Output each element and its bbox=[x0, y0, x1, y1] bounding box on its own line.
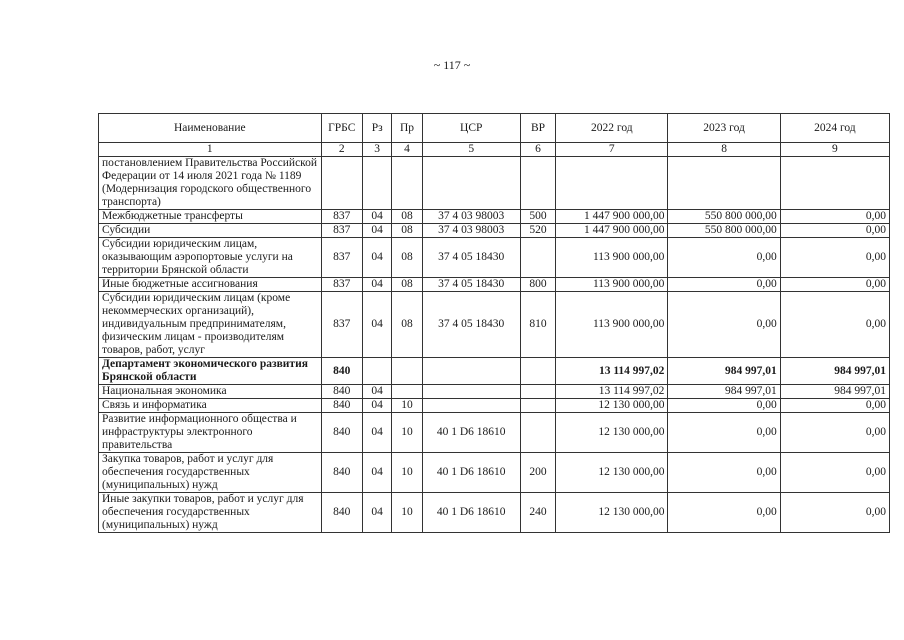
cell-2022: 12 130 000,00 bbox=[556, 413, 668, 453]
cell-pr: 10 bbox=[392, 493, 422, 533]
cell-2024: 984 997,01 bbox=[780, 385, 889, 399]
cell-2023: 0,00 bbox=[668, 292, 780, 358]
cell-2024: 0,00 bbox=[780, 292, 889, 358]
cell-pr: 08 bbox=[392, 224, 422, 238]
cell-rz: 04 bbox=[363, 385, 392, 399]
table-row bbox=[99, 358, 890, 385]
col-header-name: Наименование bbox=[99, 114, 322, 143]
cell-name: Иные бюджетные ассигнования bbox=[99, 278, 322, 292]
col-header-2023: 2023 год bbox=[668, 114, 780, 143]
cell-vr bbox=[520, 358, 555, 385]
cell-name: постановлением Правительства Российской Федерации от 14 июля 2021 года № 1189 (Модернизация городского общественного транспорта) bbox=[99, 157, 322, 210]
table-row bbox=[99, 210, 890, 224]
table-row bbox=[99, 385, 890, 399]
table-row bbox=[99, 493, 890, 533]
cell-2024 bbox=[780, 157, 889, 210]
col-number: 6 bbox=[520, 143, 555, 157]
cell-name: Межбюджетные трансферты bbox=[99, 210, 322, 224]
cell-2024: 0,00 bbox=[780, 493, 889, 533]
cell-csr bbox=[422, 157, 520, 210]
cell-2023: 0,00 bbox=[668, 413, 780, 453]
header-row bbox=[99, 114, 890, 143]
cell-2024: 0,00 bbox=[780, 413, 889, 453]
cell-grbs: 840 bbox=[321, 385, 362, 399]
cell-grbs: 840 bbox=[321, 413, 362, 453]
cell-name: Субсидии юридическим лицам (кроме некоммерческих организаций), индивидуальным предпринимателям, физическим лицам - производителям товаров, работ, услуг bbox=[99, 292, 322, 358]
cell-grbs: 840 bbox=[321, 493, 362, 533]
cell-vr: 200 bbox=[520, 453, 555, 493]
col-header-rz: Рз bbox=[363, 114, 392, 143]
cell-grbs bbox=[321, 157, 362, 210]
cell-2022: 1 447 900 000,00 bbox=[556, 224, 668, 238]
cell-vr bbox=[520, 413, 555, 453]
cell-csr: 37 4 03 98003 bbox=[422, 224, 520, 238]
cell-rz: 04 bbox=[363, 292, 392, 358]
col-number: 8 bbox=[668, 143, 780, 157]
cell-vr bbox=[520, 385, 555, 399]
cell-pr: 08 bbox=[392, 278, 422, 292]
cell-2023: 984 997,01 bbox=[668, 385, 780, 399]
cell-csr: 37 4 05 18430 bbox=[422, 292, 520, 358]
cell-pr: 08 bbox=[392, 292, 422, 358]
cell-2022 bbox=[556, 157, 668, 210]
cell-2023: 984 997,01 bbox=[668, 358, 780, 385]
cell-2024: 984 997,01 bbox=[780, 358, 889, 385]
col-number: 4 bbox=[392, 143, 422, 157]
cell-grbs: 840 bbox=[321, 399, 362, 413]
col-header-2022: 2022 год bbox=[556, 114, 668, 143]
cell-pr: 08 bbox=[392, 210, 422, 224]
cell-2022: 113 900 000,00 bbox=[556, 292, 668, 358]
cell-name: Связь и информатика bbox=[99, 399, 322, 413]
cell-grbs: 837 bbox=[321, 292, 362, 358]
cell-csr: 37 4 03 98003 bbox=[422, 210, 520, 224]
cell-2023: 0,00 bbox=[668, 399, 780, 413]
cell-rz: 04 bbox=[363, 210, 392, 224]
cell-grbs: 837 bbox=[321, 210, 362, 224]
col-header-csr: ЦСР bbox=[422, 114, 520, 143]
cell-csr bbox=[422, 385, 520, 399]
table-row bbox=[99, 238, 890, 278]
table-row bbox=[99, 453, 890, 493]
cell-2022: 13 114 997,02 bbox=[556, 385, 668, 399]
cell-pr: 10 bbox=[392, 399, 422, 413]
table-row bbox=[99, 157, 890, 210]
cell-vr: 240 bbox=[520, 493, 555, 533]
cell-2023: 0,00 bbox=[668, 453, 780, 493]
cell-2023: 0,00 bbox=[668, 493, 780, 533]
col-header-grbs: ГРБС bbox=[321, 114, 362, 143]
cell-vr bbox=[520, 157, 555, 210]
cell-2022: 13 114 997,02 bbox=[556, 358, 668, 385]
cell-csr: 40 1 D6 18610 bbox=[422, 493, 520, 533]
cell-2023 bbox=[668, 157, 780, 210]
cell-2022: 12 130 000,00 bbox=[556, 493, 668, 533]
cell-rz: 04 bbox=[363, 399, 392, 413]
cell-rz: 04 bbox=[363, 413, 392, 453]
cell-name: Субсидии bbox=[99, 224, 322, 238]
cell-name: Департамент экономического развития Брянской области bbox=[99, 358, 322, 385]
col-number: 1 bbox=[99, 143, 322, 157]
cell-name: Развитие информационного общества и инфраструктуры электронного правительства bbox=[99, 413, 322, 453]
cell-csr: 40 1 D6 18610 bbox=[422, 413, 520, 453]
table-row bbox=[99, 413, 890, 453]
cell-rz: 04 bbox=[363, 278, 392, 292]
col-number: 9 bbox=[780, 143, 889, 157]
cell-pr bbox=[392, 358, 422, 385]
cell-rz: 04 bbox=[363, 453, 392, 493]
cell-2023: 550 800 000,00 bbox=[668, 210, 780, 224]
col-header-vr: ВР bbox=[520, 114, 555, 143]
cell-grbs: 837 bbox=[321, 278, 362, 292]
cell-pr: 10 bbox=[392, 453, 422, 493]
cell-2024: 0,00 bbox=[780, 453, 889, 493]
cell-rz: 04 bbox=[363, 224, 392, 238]
col-header-2024: 2024 год bbox=[780, 114, 889, 143]
cell-vr bbox=[520, 238, 555, 278]
cell-grbs: 837 bbox=[321, 224, 362, 238]
cell-2024: 0,00 bbox=[780, 238, 889, 278]
cell-csr bbox=[422, 358, 520, 385]
cell-pr bbox=[392, 157, 422, 210]
table-row bbox=[99, 278, 890, 292]
cell-vr: 800 bbox=[520, 278, 555, 292]
cell-2024: 0,00 bbox=[780, 224, 889, 238]
cell-rz bbox=[363, 157, 392, 210]
table-row bbox=[99, 292, 890, 358]
cell-csr: 37 4 05 18430 bbox=[422, 238, 520, 278]
cell-2024: 0,00 bbox=[780, 399, 889, 413]
cell-2024: 0,00 bbox=[780, 210, 889, 224]
cell-csr: 40 1 D6 18610 bbox=[422, 453, 520, 493]
page-number: ~ 117 ~ bbox=[433, 58, 471, 72]
col-number: 7 bbox=[556, 143, 668, 157]
cell-2024: 0,00 bbox=[780, 278, 889, 292]
cell-vr: 520 bbox=[520, 224, 555, 238]
cell-2022: 1 447 900 000,00 bbox=[556, 210, 668, 224]
table-body bbox=[99, 157, 890, 533]
cell-grbs: 840 bbox=[321, 453, 362, 493]
cell-2022: 113 900 000,00 bbox=[556, 238, 668, 278]
cell-2022: 113 900 000,00 bbox=[556, 278, 668, 292]
cell-2022: 12 130 000,00 bbox=[556, 399, 668, 413]
cell-vr bbox=[520, 399, 555, 413]
col-number: 5 bbox=[422, 143, 520, 157]
cell-pr: 10 bbox=[392, 413, 422, 453]
cell-vr: 500 bbox=[520, 210, 555, 224]
cell-name: Национальная экономика bbox=[99, 385, 322, 399]
cell-name: Субсидии юридическим лицам, оказывающим аэропортовые услуги на территории Брянской области bbox=[99, 238, 322, 278]
cell-csr: 37 4 05 18430 bbox=[422, 278, 520, 292]
col-number: 3 bbox=[363, 143, 392, 157]
cell-rz: 04 bbox=[363, 238, 392, 278]
cell-2022: 12 130 000,00 bbox=[556, 453, 668, 493]
budget-table bbox=[98, 113, 890, 533]
cell-name: Закупка товаров, работ и услуг для обеспечения государственных (муниципальных) нужд bbox=[99, 453, 322, 493]
col-header-pr: Пр bbox=[392, 114, 422, 143]
cell-rz: 04 bbox=[363, 493, 392, 533]
table-row bbox=[99, 399, 890, 413]
cell-2023: 550 800 000,00 bbox=[668, 224, 780, 238]
column-number-row bbox=[99, 143, 890, 157]
cell-name: Иные закупки товаров, работ и услуг для обеспечения государственных (муниципальных) нужд bbox=[99, 493, 322, 533]
cell-pr: 08 bbox=[392, 238, 422, 278]
cell-rz bbox=[363, 358, 392, 385]
cell-2023: 0,00 bbox=[668, 278, 780, 292]
cell-grbs: 837 bbox=[321, 238, 362, 278]
col-number: 2 bbox=[321, 143, 362, 157]
cell-2023: 0,00 bbox=[668, 238, 780, 278]
cell-grbs: 840 bbox=[321, 358, 362, 385]
table-row bbox=[99, 224, 890, 238]
cell-vr: 810 bbox=[520, 292, 555, 358]
cell-csr bbox=[422, 399, 520, 413]
cell-pr bbox=[392, 385, 422, 399]
